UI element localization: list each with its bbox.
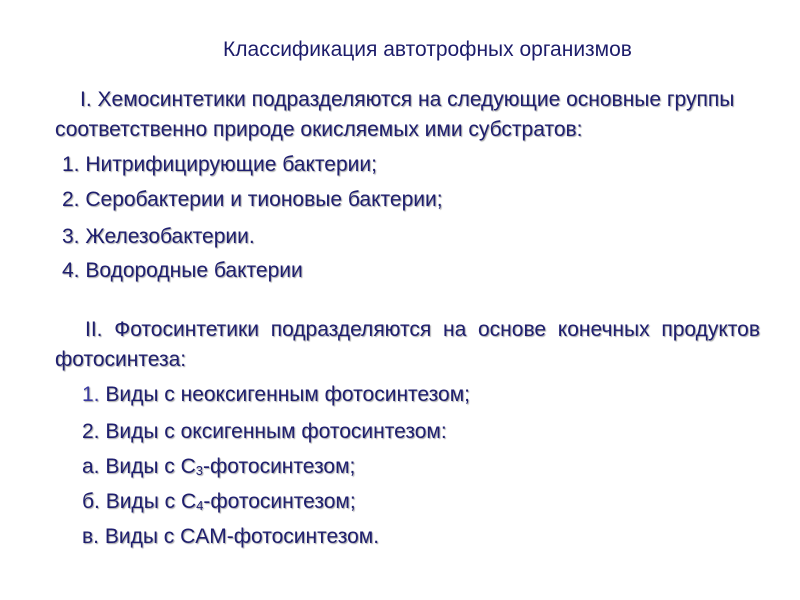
subitem-b-subscript: 4	[196, 498, 204, 513]
section1-item-2: 2. Серобактерии и тионовые бактерии;	[62, 188, 443, 211]
slide-title: Классификация автотрофных организмов	[223, 38, 632, 61]
section2-item-1	[82, 380, 470, 410]
section2-item-2-number: 2.	[82, 420, 100, 443]
section2-item-1-number: 1.	[82, 383, 100, 406]
subitem-a-suffix: -фотосинтезом;	[203, 455, 356, 478]
section1-paragraph	[55, 85, 760, 145]
section1-lead: I. Хемосинтетики	[80, 88, 246, 111]
section2-item-2-text: Виды с оксигенным фотосинтезом:	[99, 420, 447, 443]
section2-subitem-b	[82, 487, 356, 519]
subitem-a-subscript: 3	[195, 463, 204, 478]
section2-subitem-c	[82, 522, 379, 554]
subitem-b-prefix: б. Виды с C	[82, 490, 197, 513]
section1-item-1: 1. Нитрифицирующие бактерии;	[62, 153, 377, 176]
section1-item-3: 3. Железобактерии.	[62, 225, 255, 248]
subitem-c-prefix: в. Виды с CAM-фотосинтезом.	[82, 525, 380, 548]
section2-subitem-a	[82, 452, 355, 484]
section1-text: подразделяются на следующие основные группы соответственно природе окисляемых ими субстратов:	[55, 88, 735, 141]
section2-text: подразделяются на основе конечных продуктов фотосинтеза:	[55, 318, 760, 371]
subitem-a-prefix: а. Виды с C	[82, 455, 196, 478]
section2-paragraph	[55, 315, 760, 375]
section2-lead: II. Фотосинтетики	[85, 318, 259, 341]
section2-item-2	[82, 417, 447, 447]
section1-item-4: 4. Водородные бактерии	[62, 259, 303, 282]
subitem-b-suffix: -фотосинтезом;	[203, 490, 356, 513]
section2-item-1-text: Виды с неоксигенным фотосинтезом;	[99, 383, 470, 406]
